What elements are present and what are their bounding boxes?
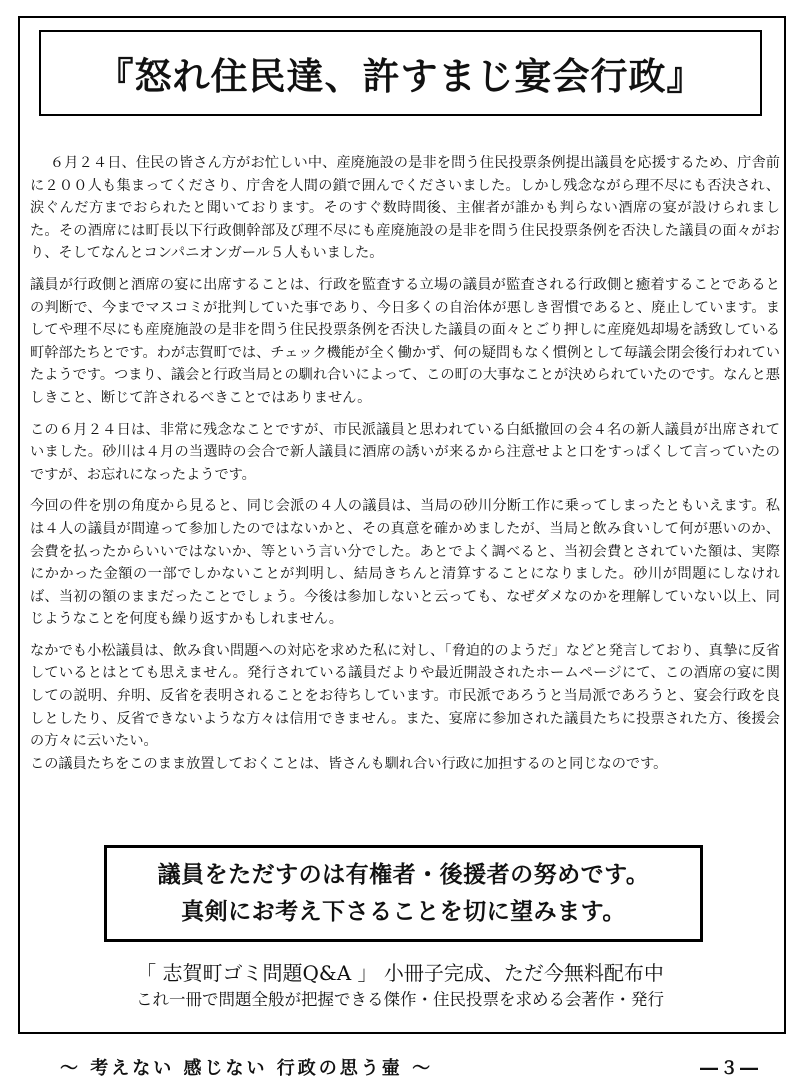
article-paragraph: なかでも小松議員は、飲み食い問題への対応を求めた私に対し、「脅迫的のようだ」などと発言しており、真摯に反省しているとはとても思えません。発行されている議員だよりや最近開設されたホームページにて、この酒席の宴に関しての説明、弁明、反省を表明されることをお待ちしています。市民派であろうと当局派であろうと、宴会行政を良しとしたり、反省できないような方々は信用できません。また、宴席に参加された議員たちに投票された方、後援会の方々に云いたい。	[30, 642, 780, 750]
article-paragraph: ６月２４日、住民の皆さん方がお忙しい中、産廃施設の是非を問う住民投票条例提出議員を応援するため、庁舎前に２００人も集まってくださり、庁舎を人間の鎖で囲んでくださいました。しかし残念ながら理不尽にも否決され、涙ぐんだ方までおられたと聞いております。そのすぐ数時間後、主催者が誰かも判らない酒席の宴が設けられました。その酒席には町長以下行政側幹部及び理不尽にも産廃施設の是非を問う住民投票条例を否決した議員の面々がおり、そしてなんとコンパニオンガール５人もいました。	[30, 155, 780, 262]
page-number: ―３―	[700, 1058, 760, 1079]
article-body	[30, 152, 780, 784]
article-paragraph: 今回の件を別の角度から見ると、同じ会派の４人の議員は、当局の砂川分断工作に乗ってしまったともいえます。私は４人の議員が間違って参加したのではないかと、その真意を確かめましたが、当局と飲み食いして何が悪いのか、会費を払ったからいいではないか、等という言い分でした。あとでよく調べると、当初会費とされていた額は、実際にかかった金額の一部でしかないことが判明し、結局きちんと清算することになりました。砂川が問題にしなければ、当初の額のままだったことでしょう。今後は参加しないと云っても、なぜダメなのかを理解していない以上、同じようなことを何度も繰り返すかもしれません。	[30, 498, 780, 628]
booklet-announcement: 「 志賀町ゴミ問題Q&A 」 小冊子完成、ただ今無料配布中	[136, 961, 664, 985]
call-to-action-line: 真剣にお考え下さることを切に望みます。	[181, 898, 626, 925]
title-box	[39, 30, 762, 116]
article-paragraph: 議員が行政側と酒席の宴に出席することは、行政を監査する立場の議員が監査される行政側と癒着することであるとの判断で、今までマスコミが批判していた事であり、今日多くの自治体が悪しき習慣であると、廃止しています。ましてや理不尽にも産廃施設の是非を問う住民投票条例を否決した議員の面々とごり押しに産廃処却場を誘致している町幹部たちとです。わが志賀町では、チェック機能が全く働かず、何の疑問もなく慣例として毎議会閉会後行われていたようです。つまり、議会と行政当局との馴れ合いによって、この町の大事なことが決められていたのです。なんと悪しきこと、断じて許されるべきことではありません。	[30, 276, 780, 406]
page-title: 『怒れ住民達、許すまじ宴会行政』	[96, 55, 705, 98]
call-to-action-box	[104, 845, 703, 942]
booklet-description: これ一冊で問題全般が把握できる傑作・住民投票を求める会著作・発行	[136, 990, 664, 1009]
article-paragraph: この６月２４日は、非常に残念なことですが、市民派議員と思われている白紙撤回の会４名の新人議員が出席されていました。砂川は４月の当選時の会合で新人議員に酒席の誘いが来るから注意せよと口をすっぱくして言っていたのですが、お忘れになったようです。	[30, 421, 780, 483]
call-to-action-line: 議員をただすのは有権者・後援者の努めです。	[157, 861, 650, 888]
footer-slogan: ～ 考えない 感じない 行政の思う壷 ～	[60, 1058, 434, 1079]
page-footer	[60, 1056, 760, 1082]
booklet-notice	[30, 958, 770, 1012]
article-paragraph: この議員たちをこのまま放置しておくことは、皆さんも馴れ合い行政に加担するのと同じなのです。	[30, 755, 668, 772]
